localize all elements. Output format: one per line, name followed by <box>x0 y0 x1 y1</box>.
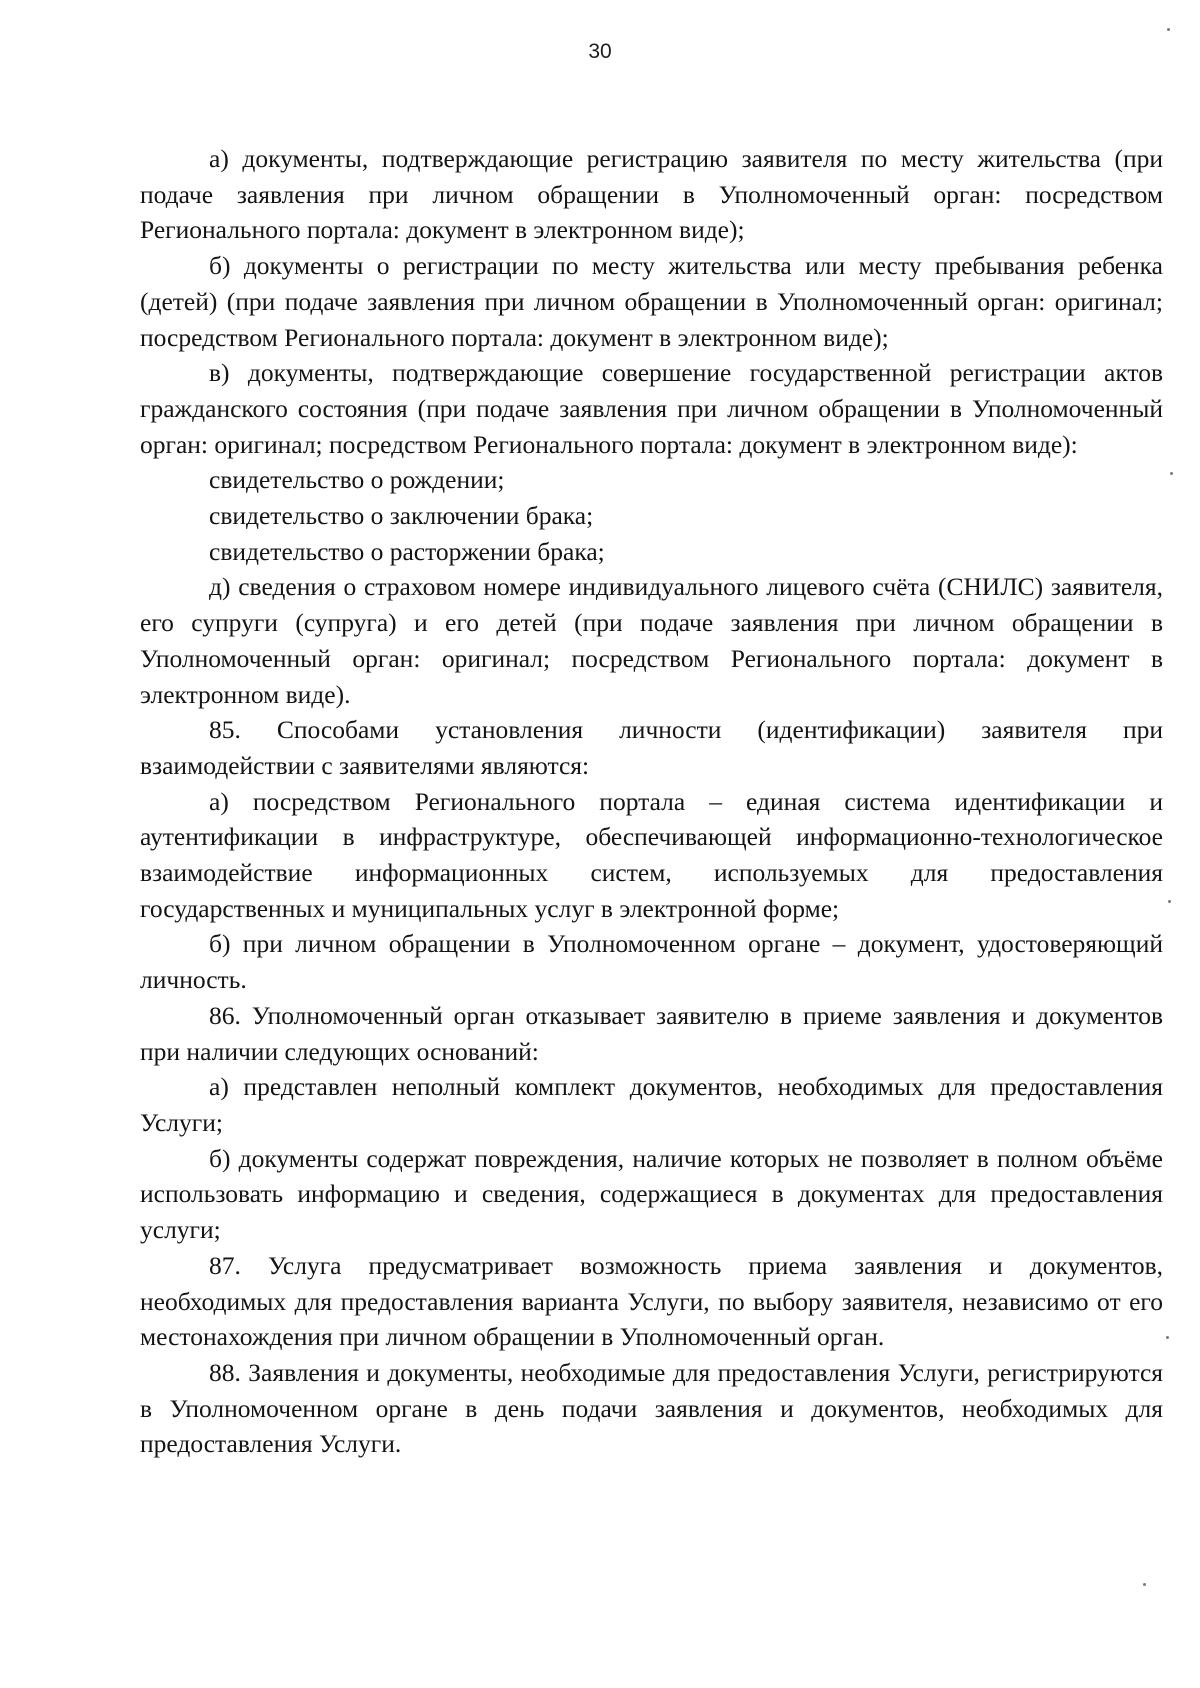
paragraph-b-child-registration-documents: б) документы о регистрации по месту жительства или месту пребывания ребенка (детей) (при подаче заявления при личном обращении в Уполномоченный орган: оригинал; посредством Регионального портала: документ в электронном виде); <box>140 251 1163 352</box>
clause-85-item-a: а) посредством Регионального портала – единая система идентификации и аутентификации в инфраструктуре, обеспечивающей информационно-технологическое взаимодействие информационных систем, используемых для предоставления государственных и муниципальных услуг в электронной форме; <box>140 786 1163 923</box>
paragraph-a-residence-documents: а) документы, подтверждающие регистрацию заявителя по месту жительства (при подаче заявления при личном обращении в Уполномоченный орган: посредством Регионального портала: документ в электронном виде); <box>140 144 1163 245</box>
clause-85-item-b: б) при личном обращении в Уполномоченном органе – документ, удостоверяющий личность. <box>140 929 1163 995</box>
list-item-marriage-certificate: свидетельство о заключении брака; <box>209 501 594 531</box>
clause-88: 88. Заявления и документы, необходимые для предоставления Услуги, регистрируются в Уполномоченном органе в день подачи заявления и документов, необходимых для предоставления Услуги. <box>140 1357 1163 1459</box>
scan-speck <box>1143 1583 1146 1586</box>
clause-87: 87. Услуга предусматривает возможность приема заявления и документов, необходимых для предоставления варианта Услуги, по выбору заявителя, независимо от его местонахождения при личном обращении в Уполномоченный орган. <box>140 1250 1163 1352</box>
clause-85: 85. Способами установления личности (идентификации) заявителя при взаимодействии с заявителями являются: <box>140 715 1163 780</box>
list-item-birth-certificate: свидетельство о рождении; <box>209 465 505 495</box>
scan-speck <box>1170 472 1173 475</box>
clause-86: 86. Уполномоченный орган отказывает заявителю в приеме заявления и документов при наличии следующих оснований: <box>140 1000 1163 1066</box>
paragraph-v-civil-status-documents: в) документы, подтверждающие совершение государственной регистрации актов гражданского состояния (при подаче заявления при личном обращении в Уполномоченный орган: оригинал; посредством Регионального портала: документ в электронном виде): <box>140 358 1163 459</box>
scan-speck <box>1168 900 1171 903</box>
page-number: 30 <box>588 40 612 63</box>
clause-86-item-b: б) документы содержат повреждения, наличие которых не позволяет в полном объёме использовать информацию и сведения, содержащиеся в документах для предоставления услуги; <box>140 1143 1163 1245</box>
scan-speck <box>1166 1336 1169 1339</box>
document-body <box>140 141 1163 1462</box>
clause-86-item-a: а) представлен неполный комплект документов, необходимых для предоставления Услуги; <box>140 1072 1163 1137</box>
scan-speck <box>1167 28 1170 31</box>
list-item-divorce-certificate: свидетельство о расторжении брака; <box>209 536 605 566</box>
paragraph-d-snils: д) сведения о страховом номере индивидуального лицевого счёта (СНИЛС) заявителя, его супруги (супруга) и его детей (при подаче заявления при личном обращении в Уполномоченный орган: оригинал; посредством Регионального портала: документ в электронном виде). <box>140 572 1163 709</box>
